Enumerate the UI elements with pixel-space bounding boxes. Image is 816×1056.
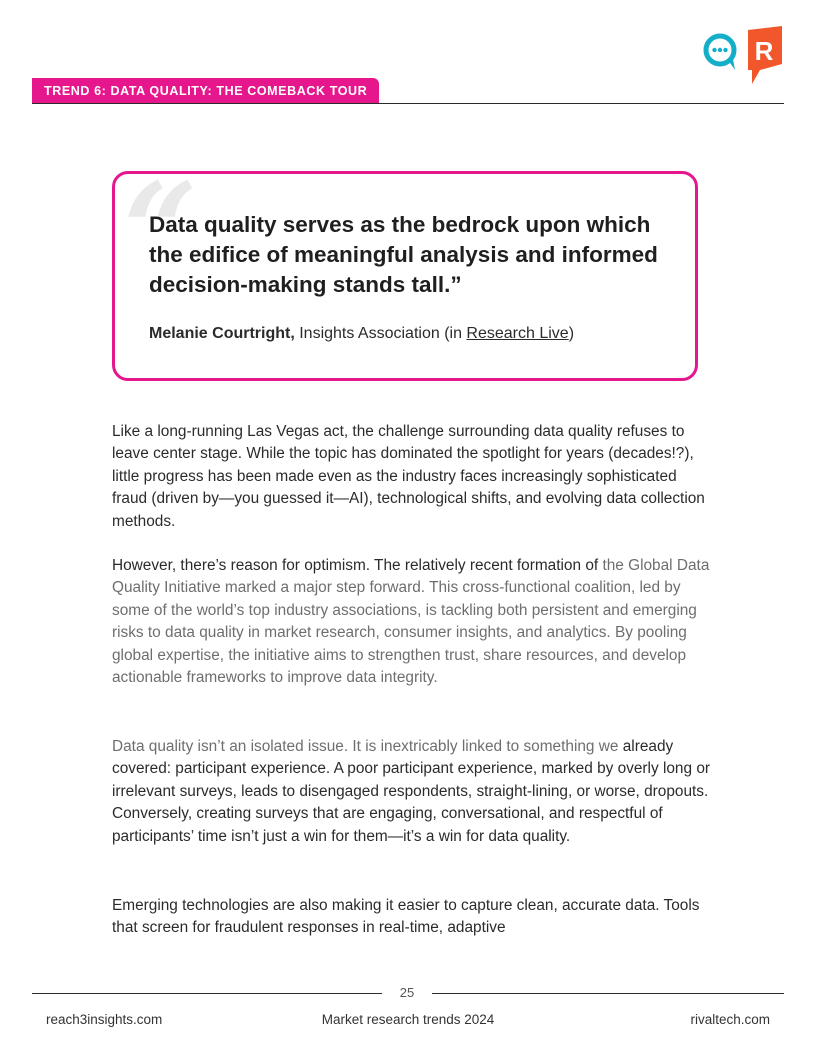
logo-group bbox=[702, 26, 784, 86]
rival-r-icon bbox=[748, 26, 782, 84]
paragraph-1: Like a long-running Las Vegas act, the challenge surrounding data quality refuses to leave center stage. While the topic has dominated the spotlight for years (decades!?), little progress has been made even as the industry faces increasingly sophisticated fraud (driven by—you guessed it—AI), technological shifts, and evolving data collection methods. bbox=[112, 423, 705, 530]
reach3-q-icon bbox=[706, 36, 735, 70]
paragraph-3-rest: already covered: participant experience. A poor participant experience, marked by overly long or irrelevant surveys, leads to disengaged respondents, straight-lining, or worse, dropouts. Conversely, creating surveys that are engaging, conversational, and respectful of participants’ time isn’t just a win for them—it’s a win for data quality. bbox=[112, 738, 711, 845]
quote-close: ) bbox=[568, 325, 575, 342]
quote-attribution bbox=[149, 325, 574, 343]
paragraph-3 bbox=[112, 736, 712, 848]
brand-logos bbox=[702, 26, 784, 86]
paragraph-4: Emerging technologies are also making it easier to capture clean, accurate data. Tools that screen for fraudulent responses in real-time, adaptive bbox=[112, 897, 700, 937]
quote-org: Insights Association (in bbox=[294, 325, 467, 342]
footer-rival-url[interactable]: rivaltech.com bbox=[690, 1012, 770, 1027]
footer-divider-left bbox=[32, 993, 382, 994]
pull-quote-box bbox=[112, 154, 698, 381]
footer-reach3-url[interactable]: reach3insights.com bbox=[46, 1012, 163, 1027]
page-number: 25 bbox=[399, 985, 415, 1000]
rival-letter: R bbox=[754, 36, 774, 66]
footer-divider-right bbox=[432, 993, 784, 994]
gdqi-link[interactable]: the Global Data Quality Initiative bbox=[112, 557, 710, 597]
quote-author: Melanie Courtright, bbox=[149, 325, 295, 342]
paragraph-2 bbox=[112, 555, 712, 689]
paragraph-2-intro: However, there’s reason for optimism. The relatively recent formation of bbox=[112, 557, 603, 574]
footer-report-title: Market research trends 2024 bbox=[321, 1012, 495, 1027]
quote-text: Data quality serves as the bedrock upon which the edifice of meaningful analysis and informed decision-making stands tall.” bbox=[149, 212, 658, 297]
header-divider bbox=[32, 103, 784, 104]
research-live-link[interactable]: Research Live bbox=[466, 325, 569, 342]
quote-mark-icon: “ bbox=[123, 154, 198, 307]
paragraph-2-mid: marked a major step forward. This cross-functional coalition, led by some of the world’s top industry associations, is tackling both persistent and emerging risks to data quality in market research, consumer insights, and analytics. By pooling global expertise, the initiative aims to strengthen trust, share resources, and develop actionable frameworks to improve data integrity. bbox=[112, 579, 697, 687]
paragraph-3-link[interactable]: Data quality isn’t an isolated issue. It is inextricably linked to something we bbox=[112, 738, 619, 755]
section-tab: TREND 6: DATA QUALITY: THE COMEBACK TOUR bbox=[32, 78, 379, 103]
